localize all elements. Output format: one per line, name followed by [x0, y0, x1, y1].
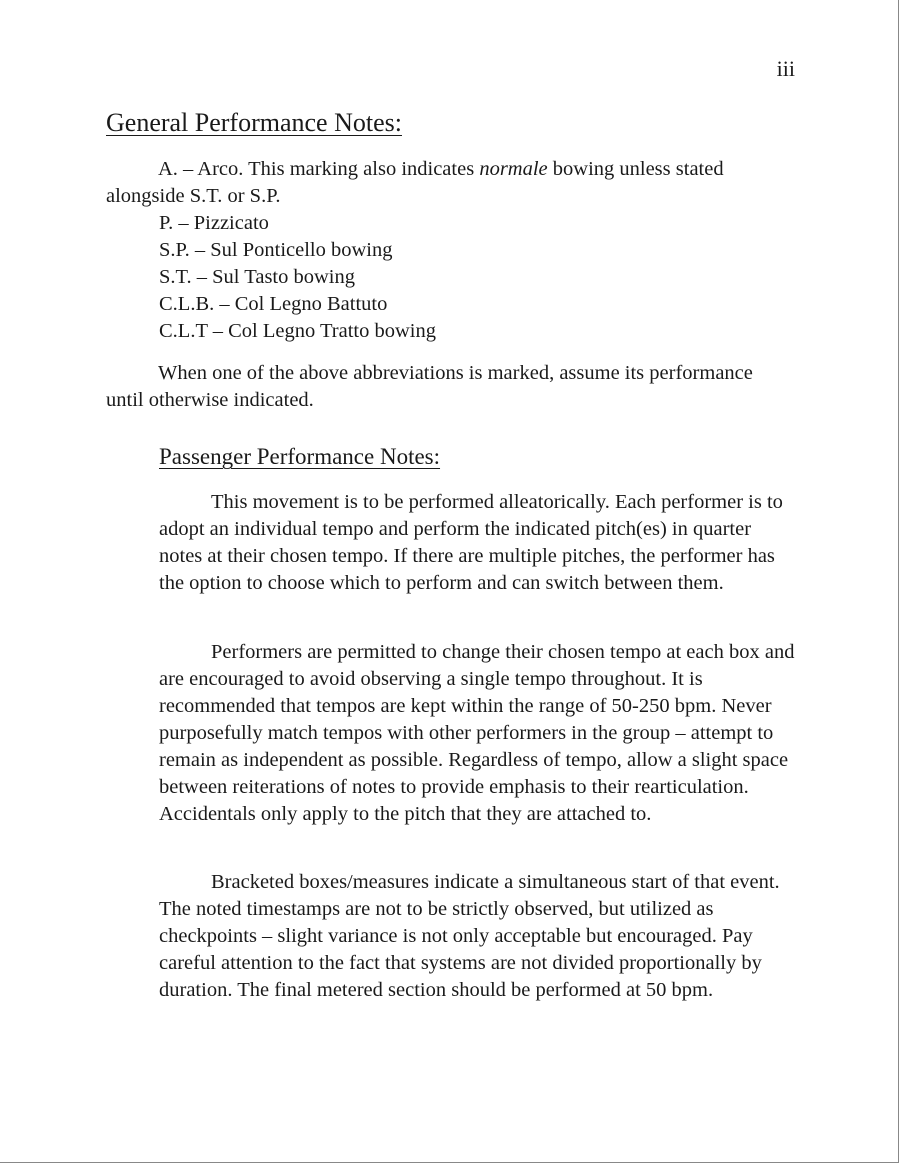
passenger-paragraph: Bracketed boxes/measures indicate a simultaneous start of that event. The noted timestamps are not to be strictly observed, but utilized as checkpoints – slight variance is not only acceptable but encouraged. Pay careful attention to the fact that systems are not divided proportionally by duration. The final metered section should be performed at 50 bpm. — [159, 871, 780, 1001]
arco-note-prefix: A. – Arco. This marking also indicates — [158, 158, 480, 180]
arco-note — [106, 156, 766, 210]
passenger-paragraph: This movement is to be performed alleatorically. Each performer is to adopt an individual tempo and perform the indicated pitch(es) in quarter notes at their chosen tempo. If there are multiple pitches, the performer has the option to choose which to perform and can switch between them. — [159, 491, 783, 594]
abbreviation-item: C.L.B. – Col Legno Battuto — [159, 293, 388, 315]
general-notes-heading: General Performance Notes: — [106, 108, 402, 137]
abbreviation-duration-note: When one of the above abbreviations is marked, assume its performance until otherwise indicated. — [106, 362, 753, 411]
passenger-paragraph: Performers are permitted to change their chosen tempo at each box and are encouraged to avoid observing a single tempo throughout. It is recommended that tempos are kept within the range of 50-250 bpm. Never purposefully match tempos with other performers in the group – attempt to remain as independent as possible. Regardless of tempo, allow a slight space between reiterations of notes to provide emphasis to their rearticulation. Accidentals only apply to the pitch that they are attached to. — [159, 641, 795, 825]
arco-note-suffix: bowing unless stated alongside S.T. or S.P. — [106, 158, 724, 207]
abbreviation-item: S.T. – Sul Tasto bowing — [159, 266, 355, 288]
page-number: iii — [776, 56, 795, 81]
abbreviation-list — [159, 210, 436, 345]
passenger-notes-heading: Passenger Performance Notes: — [159, 444, 441, 469]
abbreviation-item: C.L.T – Col Legno Tratto bowing — [159, 320, 436, 342]
abbreviation-item: P. – Pizzicato — [159, 212, 269, 234]
abbreviation-item: S.P. – Sul Ponticello bowing — [159, 239, 393, 261]
arco-note-italic: normale — [479, 158, 548, 180]
